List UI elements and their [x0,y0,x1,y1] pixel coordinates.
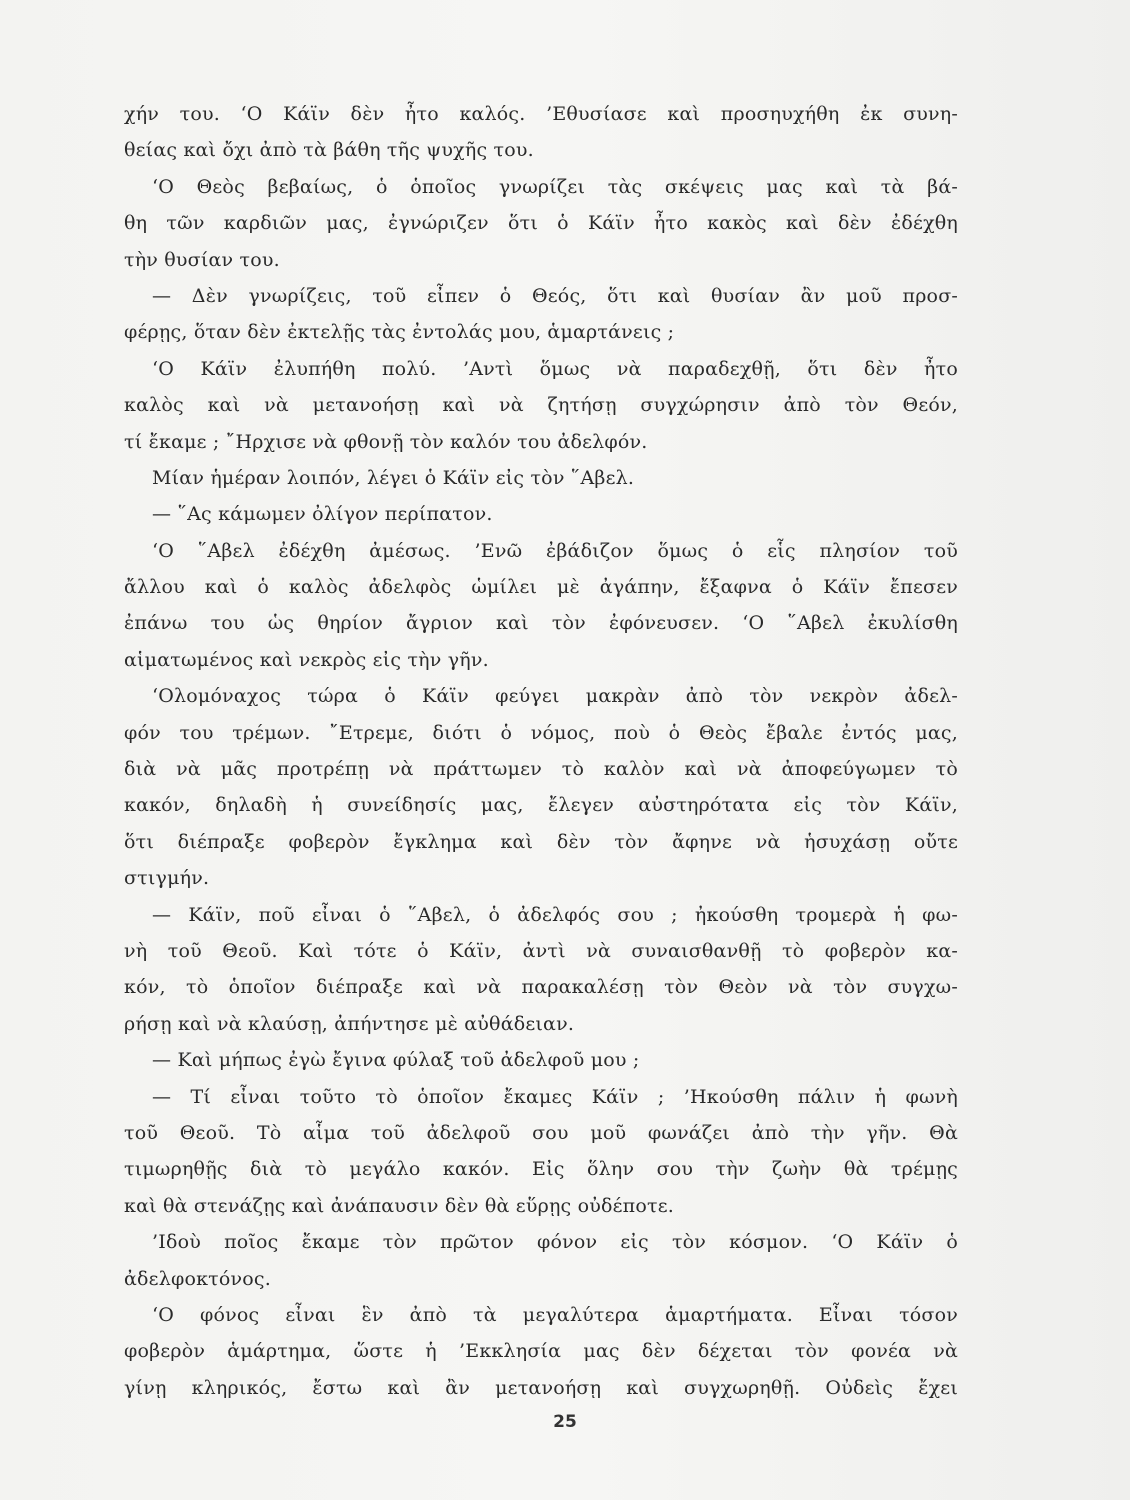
text-line: — Καὶ μήπως ἐγὼ ἔγινα φύλαξ τοῦ ἀδελφοῦ μου ; [152,1049,640,1072]
text-line: τὴν θυσίαν του. [124,248,280,271]
text-line: τοῦ Θεοῦ. Τὸ αἷμα τοῦ ἀδελφοῦ σου μοῦ φωνάζει ἀπὸ τὴν γῆν. Θὰ [124,1121,958,1144]
text-line: τί ἔκαμε ; ῎Ηρχισε νὰ φθονῇ τὸν καλόν του ἀδελφόν. [124,430,648,453]
text-line: ‘Ο Κάϊν ἐλυπήθη πολύ. ’Αντὶ ὅμως νὰ παραδεχθῇ, ὅτι δὲν ἦτο [152,357,958,380]
text-line: ἀδελφοκτόνος. [124,1267,271,1290]
text-line: ’Ιδοὺ ποῖος ἔκαμε τὸν πρῶτον φόνον εἰς τὸν κόσμον. ‘Ο Κάϊν ὁ [152,1231,958,1254]
text-line: ρήσῃ καὶ νὰ κλαύσῃ, ἀπήντησε μὲ αὐθάδειαν. [124,1012,575,1035]
text-line: — Κάϊν, ποῦ εἶναι ὁ ῞Αβελ, ὁ ἀδελφός σου ; ἠκούσθη τρομερὰ ἡ φω- [152,903,958,926]
text-line: — Τί εἶναι τοῦτο τὸ ὁποῖον ἔκαμες Κάϊν ; ’Ηκούσθη πάλιν ἡ φωνὴ [152,1085,958,1108]
text-line: ‘Ο ῞Αβελ ἐδέχθη ἀμέσως. ’Ενῶ ἐβάδιζον ὅμως ὁ εἷς πλησίον τοῦ [152,539,958,562]
text-line: ‘Ολομόναχος τώρα ὁ Κάϊν φεύγει μακρὰν ἀπὸ τὸν νεκρὸν ἀδελ- [152,685,958,708]
text-line: καλὸς καὶ νὰ μετανοήσῃ καὶ νὰ ζητήσῃ συγχώρησιν ἀπὸ τὸν Θεόν, [124,394,958,417]
text-line: κόν, τὸ ὁποῖον διέπραξε καὶ νὰ παρακαλέσῃ τὸν Θεὸν νὰ τὸν συγχω- [124,976,958,999]
text-line: νὴ τοῦ Θεοῦ. Καὶ τότε ὁ Κάϊν, ἀντὶ νὰ συναισθανθῇ τὸ φοβερὸν κα- [124,939,958,962]
text-line: φοβερὸν ἁμάρτημα, ὥστε ἡ ’Εκκλησία μας δὲν δέχεται τὸν φονέα νὰ [124,1340,958,1363]
text-line: φόν του τρέμων. ῎Ετρεμε, διότι ὁ νόμος, ποὺ ὁ Θεὸς ἔβαλε ἐντός μας, [124,721,958,744]
text-line: αἱματωμένος καὶ νεκρὸς εἰς τὴν γῆν. [124,648,489,671]
text-line: τιμωρηθῇς διὰ τὸ μεγάλο κακόν. Εἰς ὅλην σου τὴν ζωὴν θὰ τρέμῃς [124,1158,958,1181]
text-line: — Δὲν γνωρίζεις, τοῦ εἶπεν ὁ Θεός, ὅτι καὶ θυσίαν ἂν μοῦ προσ- [152,284,958,307]
text-line: θη τῶν καρδιῶν μας, ἐγνώριζεν ὅτι ὁ Κάϊν ἦτο κακὸς καὶ δὲν ἐδέχθη [124,212,958,235]
text-line: γίνῃ κληρικός, ἔστω καὶ ἂν μετανοήσῃ καὶ συγχωρηθῇ. Οὐδεὶς ἔχει [124,1376,958,1399]
text-line: ‘Ο φόνος εἶναι ἓν ἀπὸ τὰ μεγαλύτερα ἁμαρτήματα. Εἶναι τόσον [152,1303,958,1326]
text-line: ‘Ο Θεὸς βεβαίως, ὁ ὁποῖος γνωρίζει τὰς σκέψεις μας καὶ τὰ βά- [152,175,958,198]
text-line: — ῞Ας κάμωμεν ὀλίγον περίπατον. [152,503,493,526]
text-line: ἐπάνω του ὡς θηρίον ἄγριον καὶ τὸν ἐφόνευσεν. ‘Ο ῞Αβελ ἐκυλίσθη [124,612,958,635]
page-number: 25 [553,1412,577,1432]
text-line: στιγμήν. [124,867,210,890]
text-line: θείας καὶ ὄχι ἀπὸ τὰ βάθη τῆς ψυχῆς του. [124,139,534,162]
body-text [124,96,958,1406]
text-line: ἄλλου καὶ ὁ καλὸς ἀδελφὸς ὡμίλει μὲ ἀγάπην, ἔξαφνα ὁ Κάϊν ἔπεσεν [124,576,958,599]
text-line: καὶ θὰ στενάζῃς καὶ ἀνάπαυσιν δὲν θὰ εὕρῃς οὐδέποτε. [124,1194,675,1217]
text-line: φέρῃς, ὅταν δὲν ἐκτελῇς τὰς ἐντολάς μου, ἁμαρτάνεις ; [124,321,675,344]
text-line: Μίαν ἡμέραν λοιπόν, λέγει ὁ Κάϊν εἰς τὸν ῞Αβελ. [152,466,635,489]
text-line: ὅτι διέπραξε φοβερὸν ἔγκλημα καὶ δὲν τὸν ἄφηνε νὰ ἡσυχάσῃ οὔτε [124,830,958,853]
text-line: χήν του. ‘Ο Κάϊν δὲν ἦτο καλός. ’Εθυσίασε καὶ προσηυχήθη ἐκ συνη- [124,103,958,125]
text-line: κακόν, δηλαδὴ ἡ συνείδησίς μας, ἔλεγεν αὐστηρότατα εἰς τὸν Κάϊν, [124,794,958,817]
text-line: διὰ νὰ μᾶς προτρέπῃ νὰ πράττωμεν τὸ καλὸν καὶ νὰ ἀποφεύγωμεν τὸ [124,758,958,781]
